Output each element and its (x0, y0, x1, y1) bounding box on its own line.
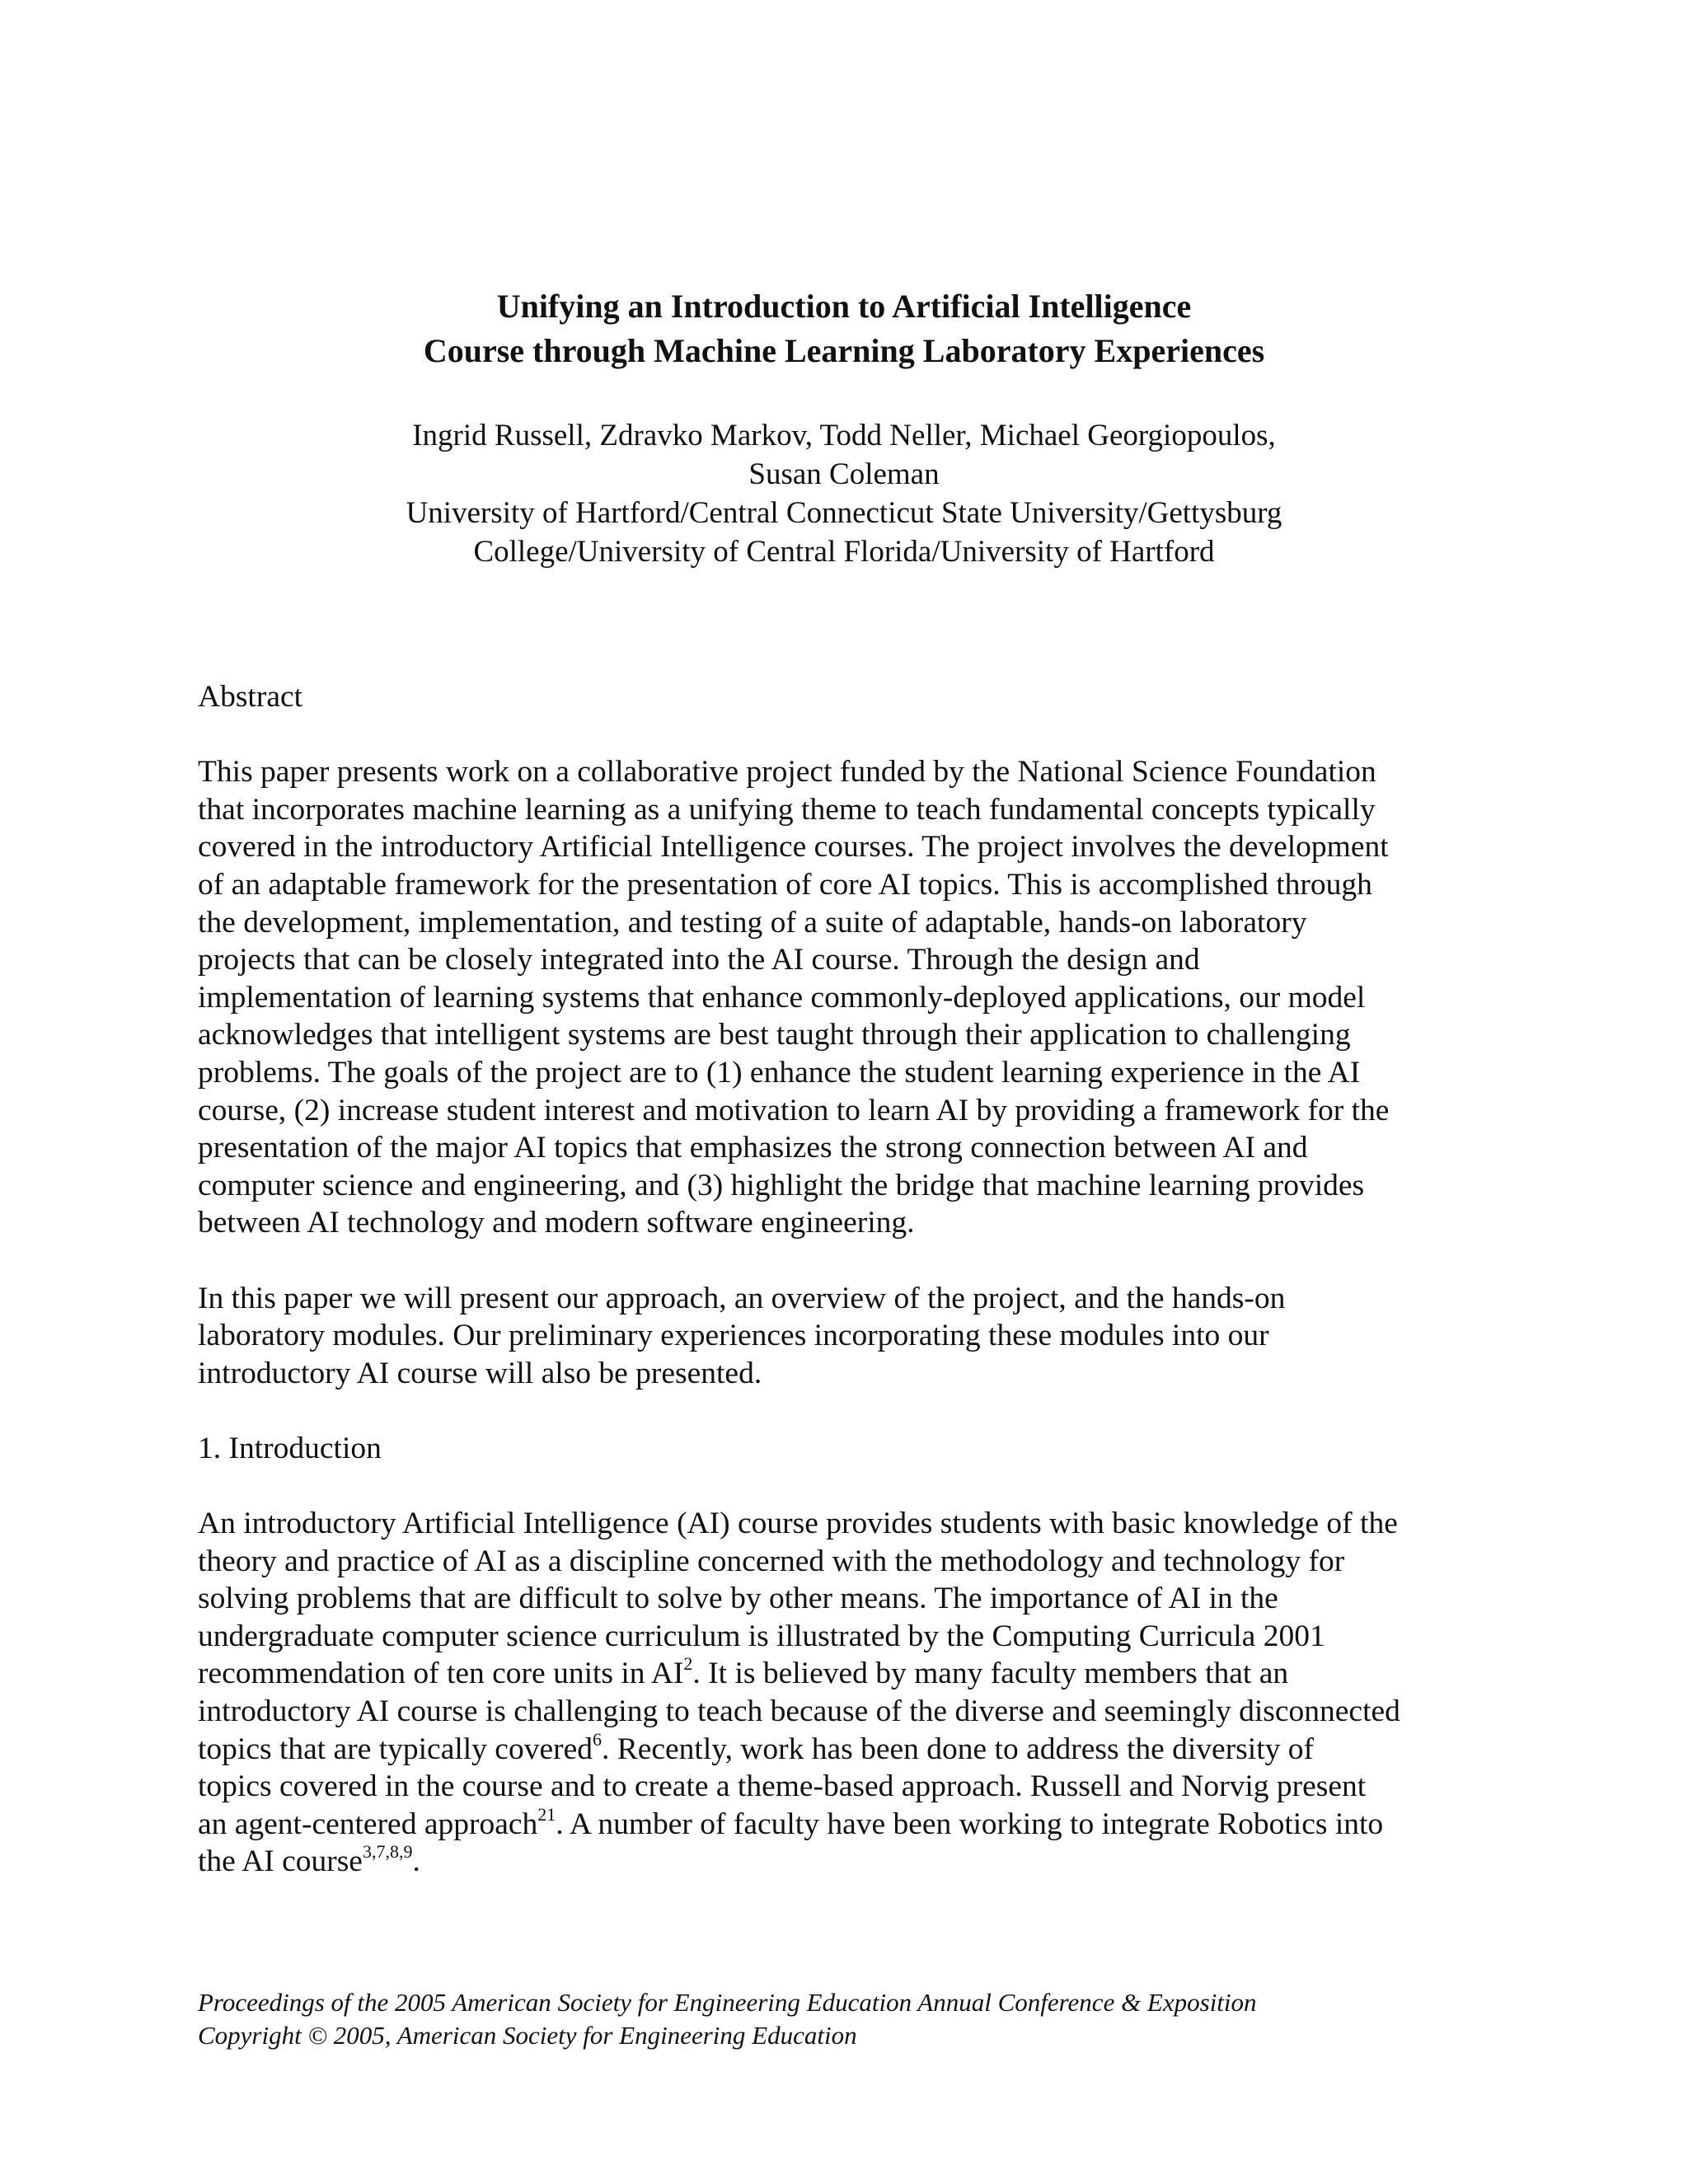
text-line: An introductory Artificial Intelligence (AI) course provides students with basic knowledge of the (198, 1507, 1398, 1541)
text-line: course, (2) increase student interest and motivation to learn AI by providing a framework for the (198, 1093, 1390, 1127)
text-line (198, 1728, 1500, 1769)
abstract-paragraph-1 (198, 753, 1500, 1242)
page-footer (198, 1986, 1599, 2052)
text-line (198, 1803, 1500, 1844)
text-line: implementation of learning systems that enhance commonly-deployed applications, our model (198, 980, 1366, 1015)
citation-superscript: 2 (683, 1653, 693, 1675)
abstract-paragraph-2 (198, 1280, 1500, 1393)
text-line: acknowledges that intelligent systems are best taught through their application to challenging (198, 1018, 1351, 1052)
footer-copyright: Copyright © 2005, American Society for Engineering Education (198, 2021, 857, 2050)
text-run: . It is believed by many faculty members that an (692, 1657, 1289, 1691)
footer-proceedings: Proceedings of the 2005 American Society for Engineering Education Annual Conference & Exposition (198, 1988, 1257, 2017)
introduction-heading: 1. Introduction (198, 1431, 382, 1465)
text-line: introductory AI course will also be presented. (198, 1356, 762, 1390)
author-names: Susan Coleman (748, 457, 940, 491)
text-run: recommendation of ten core units in AI (198, 1657, 684, 1691)
text-line: problems. The goals of the project are to (1) enhance the student learning experience in the AI (198, 1055, 1361, 1090)
text-line: of an adaptable framework for the presentation of core AI topics. This is accomplished through (198, 867, 1372, 902)
text-line: theory and practice of AI as a discipline concerned with the methodology and technology for (198, 1544, 1345, 1578)
text-line: topics covered in the course and to create a theme-based approach. Russell and Norvig present (198, 1769, 1367, 1804)
citation-superscript: 6 (592, 1728, 602, 1750)
text-run: an agent-centered approach (198, 1807, 538, 1841)
introduction-paragraph (198, 1505, 1500, 1881)
text-line: undergraduate computer science curriculum is illustrated by the Computing Curricula 2001 (198, 1619, 1325, 1653)
text-line: introductory AI course is challenging to teach because of the diverse and seemingly disconnected (198, 1694, 1400, 1729)
text-line: presentation of the major AI topics that emphasizes the strong connection between AI and (198, 1131, 1308, 1165)
text-line: This paper presents work on a collaborative project funded by the National Science Foundation (198, 755, 1376, 790)
text-run: . A number of faculty have been working to integrate Robotics into (556, 1807, 1384, 1841)
citation-superscript: 21 (537, 1803, 556, 1825)
author-affiliation: College/University of Central Florida/University of Hartford (473, 535, 1215, 569)
citation-superscript: 3,7,8,9 (362, 1841, 413, 1863)
text-run: . Recently, work has been done to address the diversity of (601, 1732, 1314, 1766)
text-line: computer science and engineering, and (3) highlight the bridge that machine learning provides (198, 1168, 1365, 1202)
text-run: the AI course (198, 1844, 363, 1879)
text-line: between AI technology and modern software engineering. (198, 1206, 915, 1240)
abstract-heading: Abstract (198, 680, 303, 714)
text-line: the development, implementation, and testing of a suite of adaptable, hands-on laboratory (198, 905, 1307, 940)
text-line: covered in the introductory Artificial Intelligence courses. The project involves the development (198, 830, 1389, 865)
text-run: . (412, 1844, 420, 1879)
text-line (198, 1843, 1500, 1881)
text-line: solving problems that are difficult to solve by other means. The importance of AI in the (198, 1582, 1278, 1616)
author-block (0, 416, 1688, 571)
title-line: Course through Machine Learning Laboratory Experiences (423, 332, 1265, 369)
paper-body (198, 678, 1500, 1881)
text-line: In this paper we will present our approach, an overview of the project, and the hands-on (198, 1281, 1286, 1315)
author-affiliation: University of Hartford/Central Connecticut State University/Gettysburg (406, 496, 1282, 530)
text-line: projects that can be closely integrated into the AI course. Through the design and (198, 943, 1200, 977)
text-line: that incorporates machine learning as a unifying theme to teach fundamental concepts typically (198, 792, 1376, 827)
text-line: laboratory modules. Our preliminary experiences incorporating these modules into our (198, 1319, 1269, 1353)
author-names: Ingrid Russell, Zdravko Markov, Todd Neller, Michael Georgiopoulos, (412, 419, 1276, 452)
title-line: Unifying an Introduction to Artificial Intelligence (496, 288, 1192, 325)
text-line (198, 1655, 1500, 1693)
text-run: topics that are typically covered (198, 1732, 593, 1766)
paper-title (0, 284, 1688, 373)
